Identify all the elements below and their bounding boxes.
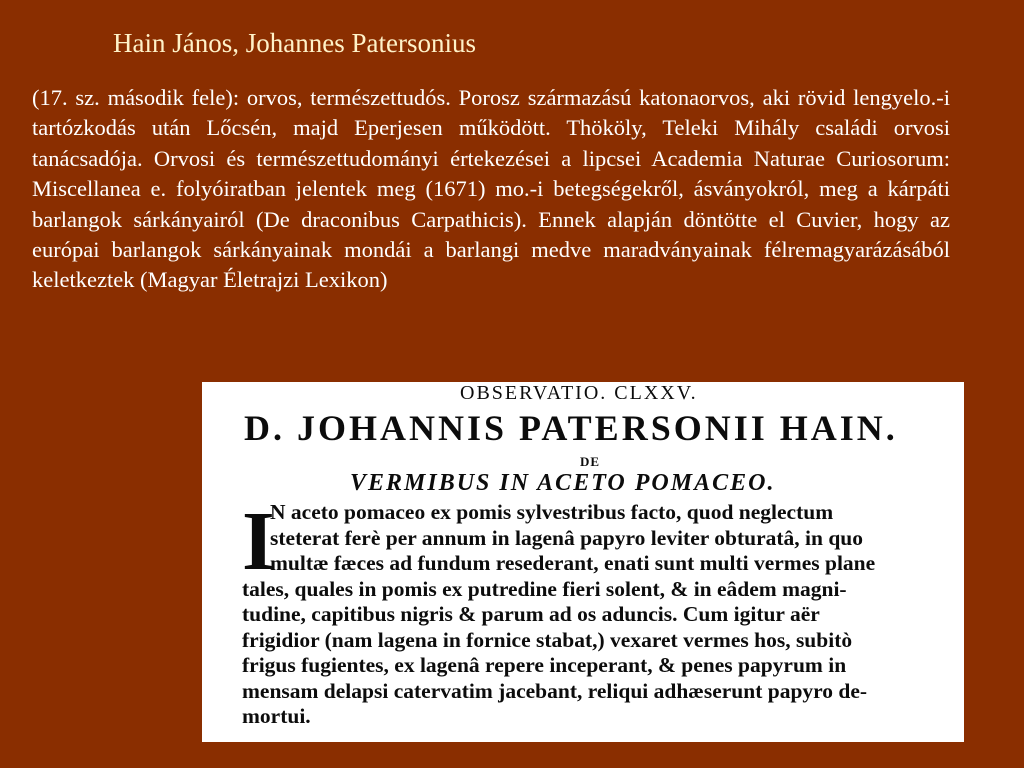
latin-line: frigidior (nam lagena in fornice stabat,) vexaret vermes hos, subitò [242, 627, 853, 652]
latin-line: mortui. [242, 704, 311, 728]
observation-heading: OBSERVATIO. CLXXV. [460, 382, 698, 404]
slide-title: Hain János, Johannes Patersonius [113, 28, 476, 58]
latin-line: frigus fugientes, ex lagenâ repere inceperant, & penes papyrum in [242, 653, 847, 677]
scanned-latin-text-image [202, 382, 964, 742]
latin-line: multæ fæces ad fundum resederant, enati sunt multi vermes plane [270, 551, 876, 575]
de-label: DE [580, 454, 601, 469]
biography-paragraph: (17. sz. második fele): orvos, természettudós. Porosz származású katonaorvos, aki rövid lengyelo.-i tartózkodás után Lőcsén, majd Eperjesen működött. Thököly, Teleki Mihály családi orvosi tanácsadója. Orvosi és természettudományi értekezései a lipcsei Academia Naturae Curiosorum: Miscellanea e. folyóiratban jelentek meg (1671) mo.-i betegségekről, ásványokról, meg a kárpáti barlangok sárkányairól (De draconibus Carpathicis). Ennek alapján döntötte el Cuvier, hogy az európai barlangok sárkányainak mondái a barlangi medve maradványainak félremagyarázásából keletkeztek (Magyar Életrajzi Lexikon) [32, 85, 950, 293]
latin-line: tudine, capitibus nigris & parum ad os aduncis. Cum igitur aër [242, 602, 820, 626]
latin-line: N aceto pomaceo ex pomis sylvestribus facto, quod neglectum [270, 500, 834, 524]
latin-line: mensam delapsi catervatim jacebant, reliqui adhæserunt papyro de- [242, 678, 868, 703]
author-heading: D. JOHANNIS PATERSONII HAIN. [244, 408, 898, 448]
drop-capital: I [242, 495, 275, 588]
latin-line: tales, quales in pomis ex putredine fieri solent, & in eâdem magni- [242, 576, 847, 601]
subtitle-heading: VERMIBUS IN ACETO POMACEO. [350, 470, 776, 496]
latin-text-body [242, 495, 932, 730]
latin-line: steterat ferè per annum in lagenâ papyro leviter obturatâ, in quo [270, 525, 864, 550]
